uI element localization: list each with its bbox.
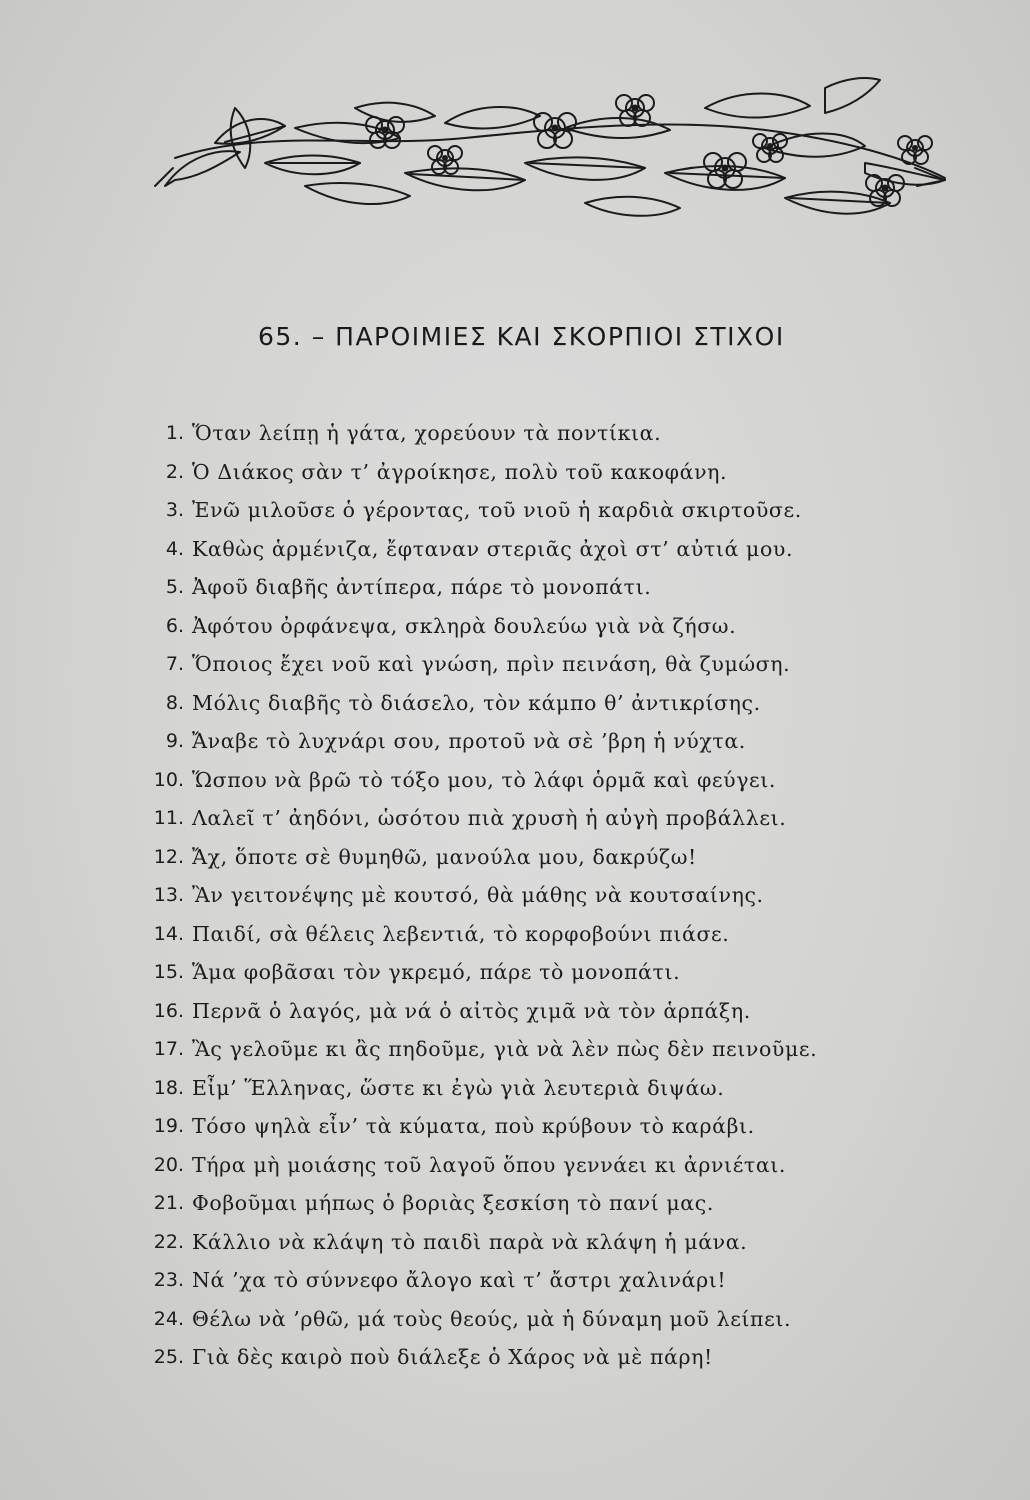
list-item bbox=[140, 799, 980, 838]
proverb-text: Ἂν γειτονέψης μὲ κουτσό, θὰ μάθης νὰ κουτσαίνης. bbox=[192, 883, 764, 907]
proverb-text: Ὅταν λείπῃ ἡ γάτα, χορεύουν τὰ ποντίκια. bbox=[192, 421, 662, 445]
line-number: 20. bbox=[153, 1153, 184, 1176]
line-number: 4. bbox=[165, 537, 184, 560]
proverb-text: Ὥσπου νὰ βρῶ τὸ τόξο μου, τὸ λάφι ὁρμᾶ καὶ φεύγει. bbox=[192, 767, 777, 792]
list-item bbox=[140, 453, 980, 492]
line-number: 18. bbox=[153, 1076, 184, 1099]
list-item bbox=[140, 1107, 980, 1146]
proverb-text: Ἅμα φοβᾶσαι τὸν γκρεμό, πάρε τὸ μονοπάτι. bbox=[192, 960, 681, 984]
line-number: 8. bbox=[165, 691, 184, 714]
proverb-text: Κάλλιο νὰ κλάψη τὸ παιδὶ παρὰ νὰ κλάψη ἡ μάνα. bbox=[192, 1229, 748, 1254]
proverb-text: Λαλεῖ τ’ ἀηδόνι, ὡσότου πιὰ χρυσὴ ἡ αὐγὴ προβάλλει. bbox=[192, 806, 787, 830]
list-item bbox=[140, 1146, 980, 1185]
line-number: 13. bbox=[153, 884, 184, 906]
list-item bbox=[140, 1223, 980, 1262]
list-item bbox=[140, 1184, 980, 1223]
proverb-text: Ἀφότου ὀρφάνεψα, σκληρὰ δουλεύω γιὰ νὰ ζήσω. bbox=[192, 613, 737, 638]
proverb-list bbox=[140, 414, 980, 1377]
proverb-text: Ἄναβε τὸ λυχνάρι σου, προτοῦ νὰ σὲ ’βρη ἡ νύχτα. bbox=[192, 729, 746, 753]
list-item bbox=[140, 838, 980, 877]
floral-vine-icon bbox=[145, 68, 950, 258]
proverb-text: Θέλω νὰ ’ρθῶ, μά τοὺς θεούς, μὰ ἡ δύναμη μοῦ λείπει. bbox=[192, 1306, 792, 1331]
proverb-text: Παιδί, σὰ θέλεις λεβεντιά, τὸ κορφοβούνι πιάσε. bbox=[192, 921, 730, 946]
proverb-text: Ἀφοῦ διαβῆς ἀντίπερα, πάρε τὸ μονοπάτι. bbox=[192, 575, 652, 599]
list-item bbox=[140, 491, 980, 530]
line-number: 25. bbox=[153, 1346, 184, 1368]
list-item bbox=[140, 607, 980, 646]
list-item bbox=[140, 722, 980, 761]
line-number: 19. bbox=[153, 1115, 184, 1137]
line-number: 14. bbox=[153, 922, 184, 945]
line-number: 15. bbox=[153, 961, 184, 983]
line-number: 9. bbox=[165, 730, 184, 752]
list-item bbox=[140, 1300, 980, 1339]
list-item bbox=[140, 1069, 980, 1108]
line-number: 7. bbox=[165, 653, 184, 675]
list-item bbox=[140, 1338, 980, 1377]
line-number: 6. bbox=[165, 614, 184, 637]
line-number: 24. bbox=[153, 1307, 184, 1330]
list-item bbox=[140, 992, 980, 1031]
page-title: 65. – ΠΑΡΟΙΜΙΕΣ ΚΑΙ ΣΚΟΡΠΙΟΙ ΣΤΙΧΟΙ bbox=[258, 322, 785, 351]
line-number: 5. bbox=[165, 576, 184, 598]
proverb-text: Ὁ Διάκος σὰν τ’ ἀγροίκησε, πολὺ τοῦ κακοφάνη. bbox=[192, 459, 728, 484]
list-item bbox=[140, 645, 980, 684]
proverb-text: Εἶμ’ Ἕλληνας, ὥστε κι ἐγὼ γιὰ λευτεριὰ διψάω. bbox=[192, 1075, 725, 1100]
list-item bbox=[140, 1261, 980, 1300]
proverb-text: Ὅποιος ἔχει νοῦ καὶ γνώση, πρὶν πεινάση, θὰ ζυμώση. bbox=[192, 652, 791, 676]
proverb-text: Περνᾶ ὁ λαγός, μὰ νά ὁ αἰτὸς χιμᾶ νὰ τὸν ἁρπάξη. bbox=[192, 998, 751, 1023]
proverb-text: Ἂς γελοῦμε κι ἂς πηδοῦμε, γιὰ νὰ λὲν πὼς δὲν πεινοῦμε. bbox=[192, 1037, 818, 1061]
proverb-text: Ἄχ, ὅποτε σὲ θυμηθῶ, μανούλα μου, δακρύζω! bbox=[192, 844, 697, 869]
list-item bbox=[140, 761, 980, 800]
line-number: 1. bbox=[165, 422, 184, 444]
proverb-text: Ἐνῶ μιλοῦσε ὁ γέροντας, τοῦ νιοῦ ἡ καρδιὰ σκιρτοῦσε. bbox=[192, 498, 802, 522]
line-number: 21. bbox=[153, 1192, 184, 1214]
line-number: 11. bbox=[153, 807, 184, 829]
line-number: 12. bbox=[153, 845, 184, 868]
line-number: 23. bbox=[153, 1269, 184, 1291]
list-item bbox=[140, 915, 980, 954]
line-number: 3. bbox=[165, 499, 184, 521]
proverb-text: Καθὼς ἁρμένιζα, ἔφταναν στεριᾶς ἀχοὶ στ’ αὐτιά μου. bbox=[192, 536, 794, 561]
proverb-text: Νά ’χα τὸ σύννεφο ἄλογο καὶ τ’ ἄστρι χαλινάρι! bbox=[192, 1268, 727, 1292]
list-item bbox=[140, 953, 980, 992]
list-item bbox=[140, 684, 980, 723]
line-number: 10. bbox=[153, 768, 184, 791]
proverb-text: Φοβοῦμαι μήπως ὁ βοριὰς ξεσκίση τὸ πανί μας. bbox=[192, 1191, 714, 1215]
list-item bbox=[140, 1030, 980, 1069]
proverb-text: Τήρα μὴ μοιάσης τοῦ λαγοῦ ὅπου γεννάει κι ἀρνιέται. bbox=[192, 1152, 787, 1177]
list-item bbox=[140, 530, 980, 569]
proverb-text: Γιὰ δὲς καιρὸ ποὺ διάλεξε ὁ Χάρος νὰ μὲ πάρη! bbox=[192, 1345, 713, 1369]
proverb-text: Τόσο ψηλὰ εἶν’ τὰ κύματα, ποὺ κρύβουν τὸ καράβι. bbox=[192, 1114, 755, 1138]
line-number: 17. bbox=[153, 1038, 184, 1060]
line-number: 2. bbox=[165, 460, 184, 483]
line-number: 16. bbox=[153, 999, 184, 1022]
line-number: 22. bbox=[153, 1230, 184, 1253]
list-item bbox=[140, 414, 980, 453]
list-item bbox=[140, 568, 980, 607]
list-item bbox=[140, 876, 980, 915]
proverb-text: Μόλις διαβῆς τὸ διάσελο, τὸν κάμπο θ’ ἀντικρίσης. bbox=[192, 690, 761, 715]
